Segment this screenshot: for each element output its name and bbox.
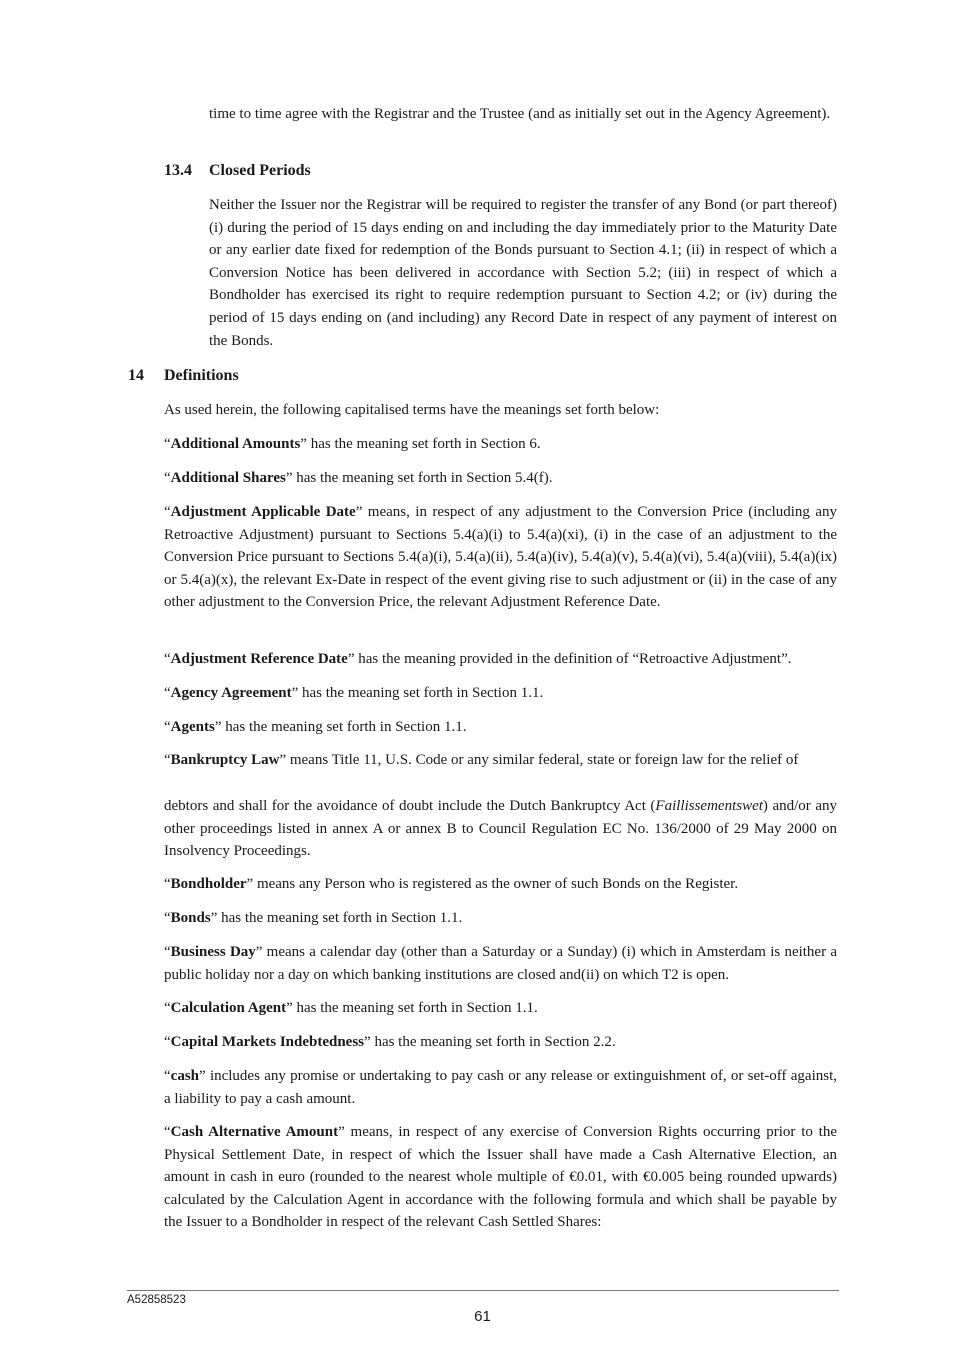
section-13-4-title: Closed Periods xyxy=(209,162,311,179)
section-14-heading xyxy=(128,365,239,387)
definition-term: Agents xyxy=(170,719,215,735)
definition-text: ” has the meaning set forth in Section 1.1. xyxy=(214,719,467,735)
definition-term: Bondholder xyxy=(170,876,247,892)
definition-additional-amounts: “Additional Amounts” has the meaning set forth in Section 6. xyxy=(164,436,541,452)
definition-adjustment-applicable-date: “Adjustment Applicable Date” means, in respect of any adjustment to the Conversion Price (including any Retroactive Adjustment) pursuant to Sections 5.4(a)(i) to 5.4(a)(xi), (i) in the case of an adjustment to the Conversion Price pursuant to Sections 5.4(a)(i), 5.4(a)(ii), 5.4(a)(iv), 5.4(a)(v), 5.4(a)(vi), 5.4(a)(viii), 5.4(a)(ix) or 5.4(a)(x), the relevant Ex-Date in respect of the event giving rise to such adjustment or (ii) in the case of any other adjustment to the Conversion Price, the relevant Adjustment Reference Date. xyxy=(164,504,837,611)
definition-bankruptcy-law: “Bankruptcy Law” means Title 11, U.S. Code or any similar federal, state or foreign law for the relief of xyxy=(164,752,799,768)
definition-bondholder: “Bondholder” means any Person who is registered as the owner of such Bonds on the Register. xyxy=(164,876,739,892)
definition-agents: “Agents” has the meaning set forth in Section 1.1. xyxy=(164,719,467,735)
definition-text: ” means, in respect of any adjustment to the Conversion Price (including any Retroactive Adjustment) pursuant to Sections 5.4(a)(i) to 5.4(a)(xi), (i) in the case of an adjustment to the Conversion Price pursuant to Sections 5.4(a)(i), 5.4(a)(ii), 5.4(a)(iv), 5.4(a)(v), 5.4(a)(vi), 5.4(a)(viii), 5.4(a)(ix) or 5.4(a)(x), the relevant Ex-Date in respect of the event giving rise to such adjustment or (ii) in the case of any other adjustment to the Conversion Price, the relevant Adjustment Reference Date. xyxy=(164,504,837,611)
definition-term: Adjustment Reference Date xyxy=(170,651,348,667)
definition-term: Cash Alternative Amount xyxy=(170,1124,339,1140)
definition-additional-shares: “Additional Shares” has the meaning set forth in Section 5.4(f). xyxy=(164,470,553,486)
definition-text: ” has the meaning provided in the definition of “Retroactive Adjustment”. xyxy=(347,651,792,667)
definition-capital-markets-indebtedness: “Capital Markets Indebtedness” has the meaning set forth in Section 2.2. xyxy=(164,1034,616,1050)
definition-agency-agreement: “Agency Agreement” has the meaning set forth in Section 1.1. xyxy=(164,685,544,701)
definition-text: ” has the meaning set forth in Section 5.4(f). xyxy=(285,470,553,486)
footer-document-reference: A52858523 xyxy=(127,1294,186,1306)
definition-term: Agency Agreement xyxy=(170,685,292,701)
definition-text: ” means, in respect of any exercise of Conversion Rights occurring prior to the Physical Settlement Date, in respect of which the Issuer shall have made a Cash Alternative Election, an amount in cash in euro (rounded to the nearest whole multiple of €0.01, with €0.005 being rounded upwards) calculated by the Calculation Agent in accordance with the following formula and which shall be payable by the Issuer to a Bondholder in respect of the relevant Cash Settled Shares: xyxy=(164,1124,837,1231)
section-13-4-number: 13.4 xyxy=(164,162,192,179)
intro-paragraph: time to time agree with the Registrar and the Trustee (and as initially set out in the Agency Agreement). xyxy=(209,106,831,122)
definition-text: ” means Title 11, U.S. Code or any similar federal, state or foreign law for the relief of xyxy=(279,752,799,768)
section-14-intro: As used herein, the following capitalised terms have the meanings set forth below: xyxy=(164,402,660,418)
definition-calculation-agent: “Calculation Agent” has the meaning set forth in Section 1.1. xyxy=(164,1000,538,1016)
definition-term: Business Day xyxy=(170,944,256,960)
definition-text: ” means a calendar day (other than a Saturday or a Sunday) (i) which in Amsterdam is neither a public holiday nor a day on which banking institutions are closed and(ii) on which T2 is open. xyxy=(164,944,837,983)
section-14-title: Definitions xyxy=(164,367,239,384)
definition-text: ” has the meaning set forth in Section 1.1. xyxy=(291,685,544,701)
definition-term: Additional Amounts xyxy=(170,436,301,452)
definition-text: ” has the meaning set forth in Section 1.1. xyxy=(210,910,463,926)
page-number: 61 xyxy=(474,1308,491,1325)
definition-adjustment-reference-date: “Adjustment Reference Date” has the meaning provided in the definition of “Retroactive Adjustment”. xyxy=(164,651,792,667)
italic-act-name: Faillissementswet xyxy=(655,798,763,814)
section-13-4-body: Neither the Issuer nor the Registrar will be required to register the transfer of any Bond (or part thereof) (i) during the period of 15 days ending on and including the day immediately prior to the Maturity Date or any earlier date fixed for redemption of the Bonds pursuant to Section 4.1; (ii) in respect of which a Conversion Notice has been delivered in accordance with Section 5.2; (iii) in respect of which a Bondholder has exercised its right to require redemption pursuant to Section 4.2; or (iv) during the period of 15 days ending on (and including) any Record Date in respect of any payment of interest on the Bonds. xyxy=(209,197,837,349)
definition-text: ” means any Person who is registered as the owner of such Bonds on the Register. xyxy=(246,876,739,892)
definition-term: Bankruptcy Law xyxy=(170,752,280,768)
definition-term: Capital Markets Indebtedness xyxy=(170,1034,365,1050)
definition-text: ” has the meaning set forth in Section 1.1. xyxy=(286,1000,538,1016)
definition-term: Additional Shares xyxy=(170,470,286,486)
definition-term: Adjustment Applicable Date xyxy=(170,504,356,520)
definition-cash-alternative-amount: “Cash Alternative Amount” means, in respect of any exercise of Conversion Rights occurring prior to the Physical Settlement Date, in respect of which the Issuer shall have made a Cash Alternative Election, an amount in cash in euro (rounded to the nearest whole multiple of €0.01, with €0.005 being rounded upwards) calculated by the Calculation Agent in accordance with the following formula and which shall be payable by the Issuer to a Bondholder in respect of the relevant Cash Settled Shares: xyxy=(164,1124,837,1231)
definition-bankruptcy-law-continuation: debtors and shall for the avoidance of doubt include the Dutch Bankruptcy Act (Faillissementswet) and/or any other proceedings listed in annex A or annex B to Council Regulation EC No. 136/2000 of 29 May 2000 on Insolvency Proceedings. xyxy=(164,798,837,860)
definition-bonds: “Bonds” has the meaning set forth in Section 1.1. xyxy=(164,910,463,926)
footer-divider xyxy=(127,1290,839,1291)
definition-term: Calculation Agent xyxy=(170,1000,287,1016)
definition-text: ” has the meaning set forth in Section 2.2. xyxy=(364,1034,616,1050)
definition-text: ” includes any promise or undertaking to pay cash or any release or extinguishment of, or set-off against, a liability to pay a cash amount. xyxy=(164,1068,837,1107)
section-13-4-heading xyxy=(164,160,311,182)
definition-term: cash xyxy=(170,1068,200,1084)
definition-text: ” has the meaning set forth in Section 6. xyxy=(300,436,541,452)
section-14-number: 14 xyxy=(128,367,144,384)
definition-business-day: “Business Day” means a calendar day (other than a Saturday or a Sunday) (i) which in Amsterdam is neither a public holiday nor a day on which banking institutions are closed and(ii) on which T2 is open. xyxy=(164,944,837,983)
definition-cash: “cash” includes any promise or undertaking to pay cash or any release or extinguishment of, or set-off against, a liability to pay a cash amount. xyxy=(164,1068,837,1107)
definition-term: Bonds xyxy=(170,910,211,926)
